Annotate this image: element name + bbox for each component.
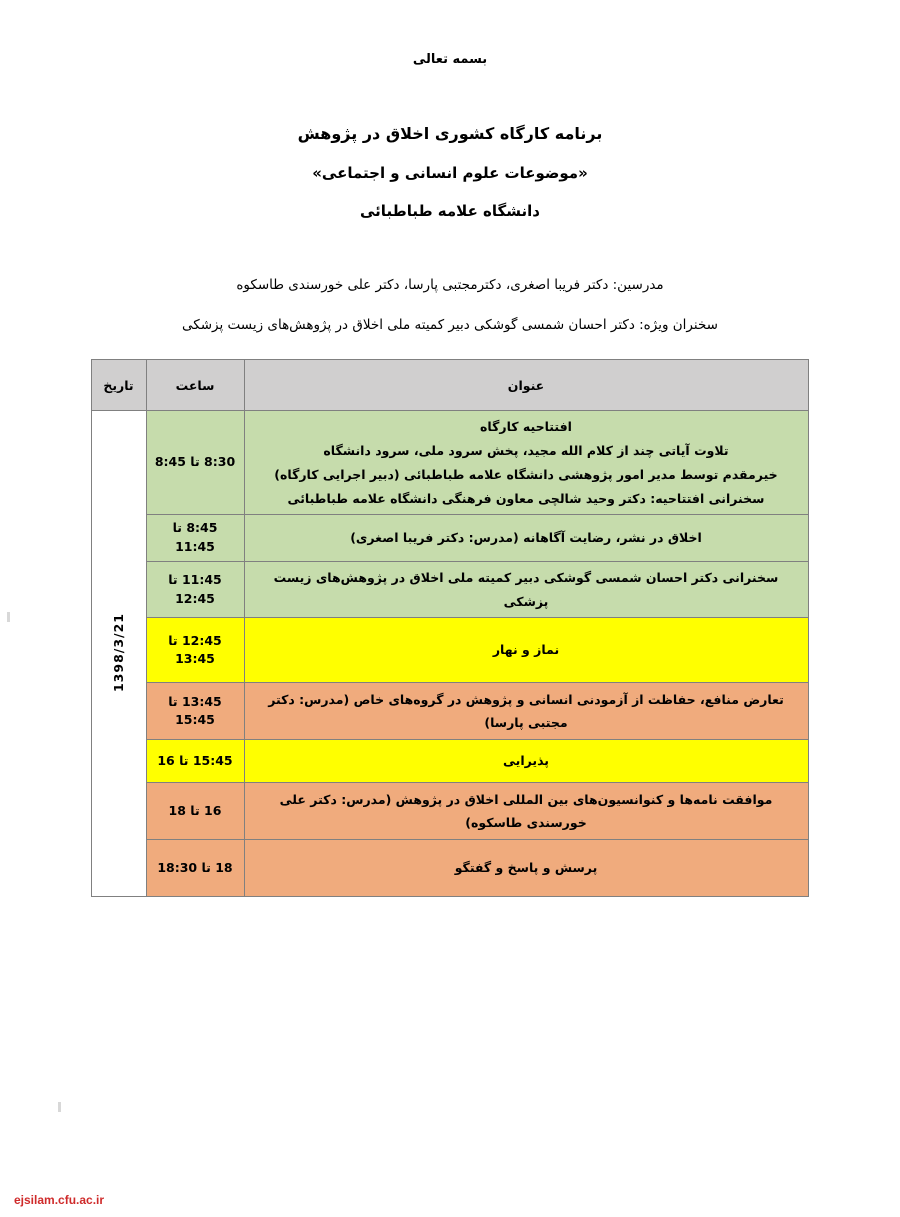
row-title-line: خیرمقدم توسط مدیر امور پژوهشی دانشگاه علامه طباطبائی (دبیر اجرایی کارگاه) <box>274 466 778 482</box>
schedule-table-wrapper <box>92 359 809 897</box>
row-title-line: افتتاحیه کارگاه <box>480 419 572 435</box>
row-title-cell <box>244 411 808 515</box>
row-title-cell <box>244 618 808 683</box>
row-time-cell: 11:45 تا 12:45 <box>146 561 244 618</box>
column-header-time: ساعت <box>146 360 244 411</box>
row-time-cell: 8:30 تا 8:45 <box>146 411 244 515</box>
basmaleh-text: بسمه تعالی <box>412 52 488 67</box>
page-edge-mark <box>7 612 10 622</box>
row-title-line: پرسش و پاسخ و گفتگو <box>454 860 598 876</box>
column-header-date: تاریخ <box>91 360 146 411</box>
table-row <box>91 840 808 897</box>
row-time-cell: 13:45 تا 15:45 <box>146 683 244 740</box>
row-date-cell <box>91 411 146 897</box>
row-title-line: موافقت نامه‌ها و کنوانسیون‌های بین المللی اخلاق در پژوهش (مدرس: دکتر علی خورسندی طاسکوه) <box>279 791 773 831</box>
row-title-line: تلاوت آیاتی چند از کلام الله مجید، پخش سرود ملی، سرود دانشگاه <box>323 443 729 459</box>
page-subtitle: «موضوعات علوم انسانی و اجتماعی» <box>312 163 588 182</box>
row-time-cell: 15:45 تا 16 <box>146 740 244 783</box>
row-title-cell <box>244 515 808 562</box>
row-time-cell: 8:45 تا 11:45 <box>146 515 244 562</box>
date-value: 1398/3/21 <box>111 612 126 692</box>
document-page <box>0 52 900 1217</box>
row-time-cell: 12:45 تا 13:45 <box>146 618 244 683</box>
table-row <box>91 683 808 740</box>
row-title-cell <box>244 840 808 897</box>
row-time-cell: 18 تا 18:30 <box>146 840 244 897</box>
row-title-line: سخنرانی دکتر احسان شمسی گوشکی دبیر کمیته ملی اخلاق در پژوهش‌های زیست پزشکی <box>273 569 779 609</box>
row-title-cell <box>244 561 808 618</box>
footer-watermark: ejsilam.cfu.ac.ir <box>14 1193 105 1207</box>
table-row <box>91 618 808 683</box>
row-time-cell: 16 تا 18 <box>146 783 244 840</box>
title-block <box>0 125 900 220</box>
row-title-cell <box>244 740 808 783</box>
row-title-line: نماز و نهار <box>492 642 560 658</box>
row-title-cell <box>244 783 808 840</box>
row-title-line: سخنرانی افتتاحیه: دکتر وحید شالچی معاون فرهنگی دانشگاه علامه طباطبائی <box>287 490 765 506</box>
row-title-line: اخلاق در نشر، رضایت آگاهانه (مدرس: دکتر فریبا اصغری) <box>350 530 702 546</box>
page-edge-mark <box>58 1102 61 1112</box>
schedule-table <box>91 359 809 897</box>
table-row <box>91 783 808 840</box>
column-header-title: عنوان <box>244 360 808 411</box>
table-row <box>91 561 808 618</box>
row-title-cell <box>244 683 808 740</box>
page-organization: دانشگاه علامه طباطبائی <box>360 202 540 221</box>
keynote-speaker-line: سخنران ویژه: دکتر احسان شمسی گوشکی دبیر کمیته ملی اخلاق در پژوهش‌های زیست پزشکی <box>182 317 718 334</box>
page-title: برنامه کارگاه کشوری اخلاق در پژوهش <box>297 124 603 143</box>
table-row <box>91 515 808 562</box>
table-row <box>91 411 808 515</box>
table-header-row <box>91 360 808 411</box>
table-row <box>91 740 808 783</box>
instructors-line: مدرسین: دکتر فریبا اصغری، دکترمجتبی پارسا، دکتر علی خورسندی طاسکوه <box>236 276 664 293</box>
row-title-line: پذیرایی <box>502 753 549 769</box>
row-title-line: تعارض منافع، حفاظت از آزمودنی انسانی و پژوهش در گروه‌های خاص (مدرس: دکتر مجتبی پارسا) <box>268 691 784 731</box>
presenters-block <box>0 278 900 334</box>
